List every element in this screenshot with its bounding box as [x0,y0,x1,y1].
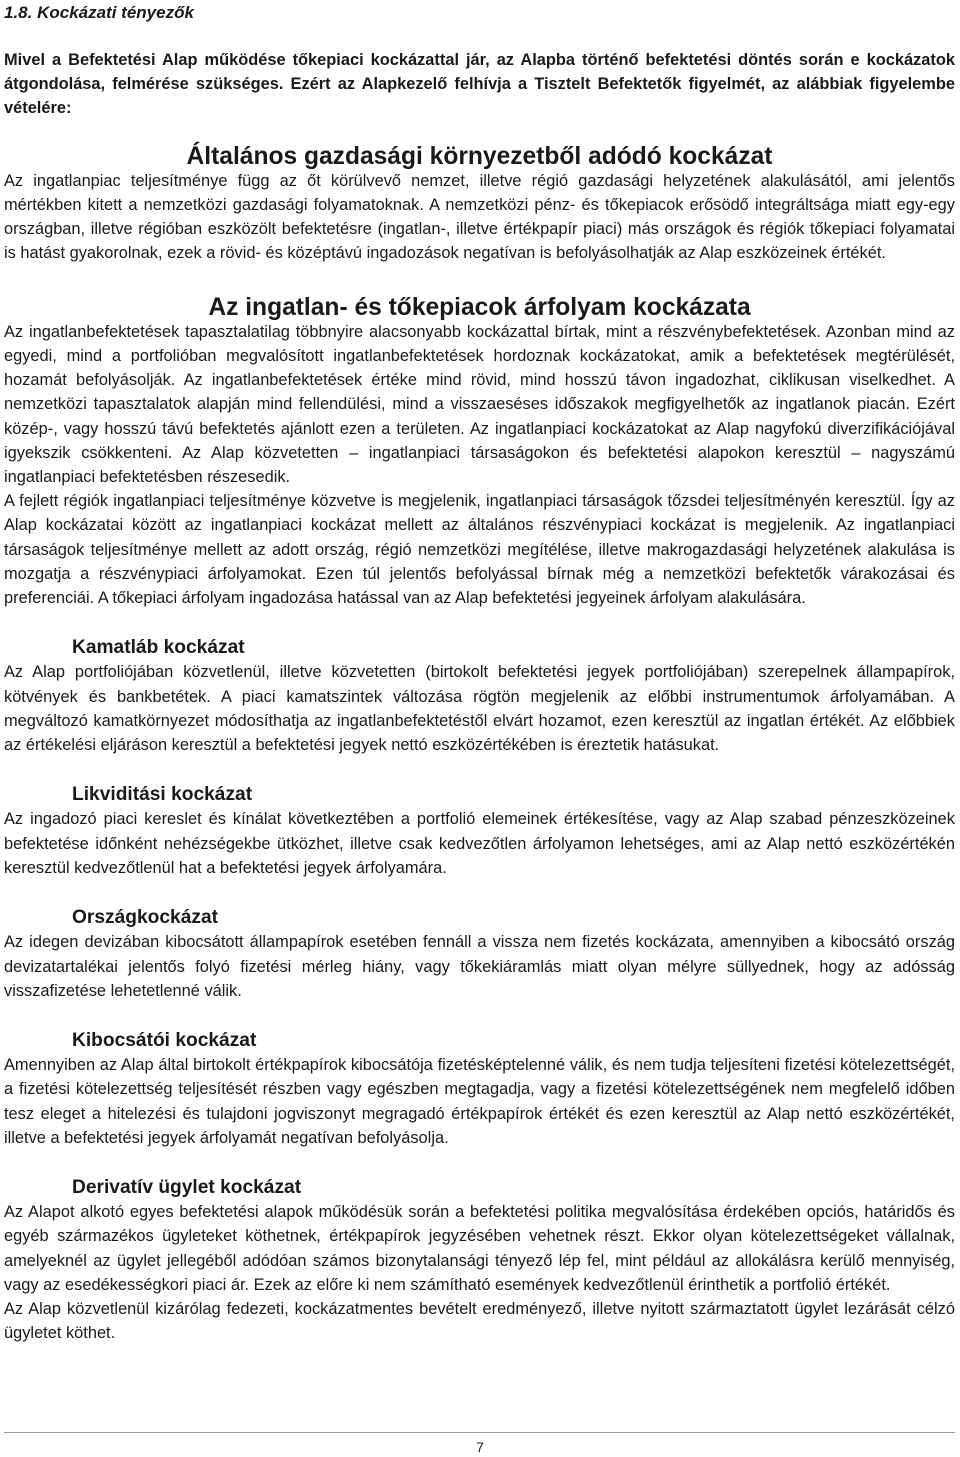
interest-risk-heading: Kamatláb kockázat [72,637,245,659]
market-risk-heading: Az ingatlan- és tőkepiacok árfolyam kockázata [208,293,751,321]
footer-divider [4,1432,955,1433]
intro-paragraph: Mivel a Befektetési Alap működése tőkepiaci kockázattal jár, az Alapba történő befektetési döntés során e kockázatok átgondolása, felmérése szükséges. Ezért az Alapkezelő felhívja a Tisztelt Befektetők figyelmét, az alábbiak figyelembe vételére: [4,51,955,118]
interest-risk-paragraph: Az Alap portfoliójában közvetlenül, illetve közvetetten (birtokolt befektetési jegyek portfoliójában) szerepelnek állampapírok, kötvények és bankbetétek. A piaci kamatszintek változása rögtön megjelenik az előbbi instrumentumok árfolyamában. A megváltozó kamatkörnyezet módosíthatja az ingatlanbefektetéstől elvárt hozamot, ezen keresztül az ingatlan értékét. Az előbbiek az értékelési eljáráson keresztül a befektetési jegyek nettó eszközértékében is éreztetik hatásukat. [4,663,955,755]
country-risk-paragraph: Az idegen devizában kibocsátott állampapírok esetében fennáll a vissza nem fizetés kockázata, amennyiben a kibocsátó ország devizatartalékai jelentős folyó fizetési mérleg hiány, vagy tőkekiáramlás miatt olyan mélyre süllyednek, hogy az adósság visszafizetése lehetetlenné válik. [4,933,955,1000]
page-number: 7 [476,1439,484,1455]
market-risk-paragraph-2: A fejlett régiók ingatlanpiaci teljesítménye közvetve is megjelenik, ingatlanpiaci társaságok tőzsdei teljesítményén keresztül. Így az Alap kockázatai között az ingatlanpiaci kockázat mellett az általános részvénypiaci kockázat is megjelenik. Az ingatlanpiaci társaságok teljesítménye mellett az adott ország, régió nemzetközi megítélése, illetve makrogazdasági helyzetének alakulása is mozgatja a részvénypiaci árfolyamokat. Ezen túl jelentős befolyással bírnak még a nemzetközi befektetők várakozásai és preferenciái. A tőkepiaci árfolyam ingadozása hatással van az Alap befektetési jegyeinek árfolyam alakulására. [4,492,955,608]
document-page [4,0,955,1345]
liquidity-risk-paragraph: Az ingadozó piaci kereslet és kínálat következtében a portfolió elemeinek értékesítése, vagy az Alap szabad pénzeszközeinek befektetése időnként nehézségekbe ütközhet, illetve csak kedvezőtlen árfolyamon lehetséges, ami az Alap nettó eszközértékén keresztül kedvezőtlenül hat a befektetési jegyek árfolyamára. [4,810,955,877]
issuer-risk-heading: Kibocsátói kockázat [72,1029,257,1051]
derivative-risk-paragraph-2: Az Alap közvetlenül kizárólag fedezeti, kockázatmentes bevételt eredményező, illetve nyitott származtatott ügylet lezárását célzó ügyletet köthet. [4,1299,955,1343]
country-risk-heading: Országkockázat [72,907,218,929]
section-title: 1.8. Kockázati tényezők [4,3,194,22]
derivative-risk-heading: Derivatív ügylet kockázat [72,1176,302,1198]
derivative-risk-paragraph-1: Az Alapot alkotó egyes befektetési alapok működésük során a befektetési politika megvalósítása érdekében opciós, határidős és egyéb származékos ügyleteket köthetnek, értékpapírok jegyzésében vehetnek részt. Ekkor olyan kötelezettségeket vállalnak, amelyeknél az ügylet jellegéből adódóan számos bizonytalansági tényező lép fel, mint például az allokálásra kerülő mennyiség, vagy az esedékességkori piaci ár. Ezek az előre ki nem számítható események kedvezőtlenül érinthetik a portfolió értékét. [4,1203,955,1294]
liquidity-risk-heading: Likviditási kockázat [72,784,253,806]
issuer-risk-paragraph: Amennyiben az Alap által birtokolt értékpapírok kibocsátója fizetésképtelenné válik, és nem tudja teljesíteni fizetési kötelezettségét, a fizetési kötelezettség teljesítését részben vagy egészben megtagadja, vagy a fizetési kötelezettségének nem megfelelő időben tesz eleget a hitelezési és tulajdoni jogviszonyt megragadó értékpapírok értékét és ezen keresztül az Alap nettó eszközértékét, illetve a befektetési jegyek árfolyamát negatívan befolyásolja. [4,1056,955,1147]
general-risk-heading: Általános gazdasági környezetből adódó kockázat [186,142,773,170]
market-risk-paragraph-1: Az ingatlanbefektetések tapasztalatilag többnyire alacsonyabb kockázattal bírtak, mint a részvénybefektetések. Azonban mind az egyedi, mind a portfolióban megvalósított ingatlanbefektetések hordoznak kockázatokat, amik a befektetések megtérülését, hozamát befolyásolják. Az ingatlanbefektetések értéke mind rövid, mind hosszú távon ingadozhat, ciklikusan viselkedhet. A nemzetközi tapasztalatok alapján mind fellendülési, mind a visszaeséses időszakok megfigyelhetők az ingatlanok piacán. Ezért közép-, vagy hosszú távú befektetés ajánlott ezen a területen. Az ingatlanpiaci kockázatokat az Alap nagyfokú diverzifikációjával igyekszik csökkenteni. Az Alap közvetetten – ingatlanpiaci társaságokon és befektetési alapokon keresztül – nagyszámú ingatlanpiaci befektetésben részesedik. [4,322,955,487]
general-risk-paragraph: Az ingatlanpiac teljesítménye függ az őt körülvevő nemzet, illetve régió gazdasági helyzetének alakulásától, ami jelentős mértékben kitett a nemzetközi gazdasági folyamatoknak. A nemzetközi pénz- és tőkepiacok erősödő integráltsága miatt egy-egy országban, illetve régióban eszközölt befektetésre (ingatlan-, illetve értékpapír piaci) más országok és régiók tőkepiaci folyamatai is hatást gyakorolnak, ezek a rövid- és középtávú ingadozások negatívan is befolyásolhatják az Alap eszközeinek értékét. [4,171,955,263]
